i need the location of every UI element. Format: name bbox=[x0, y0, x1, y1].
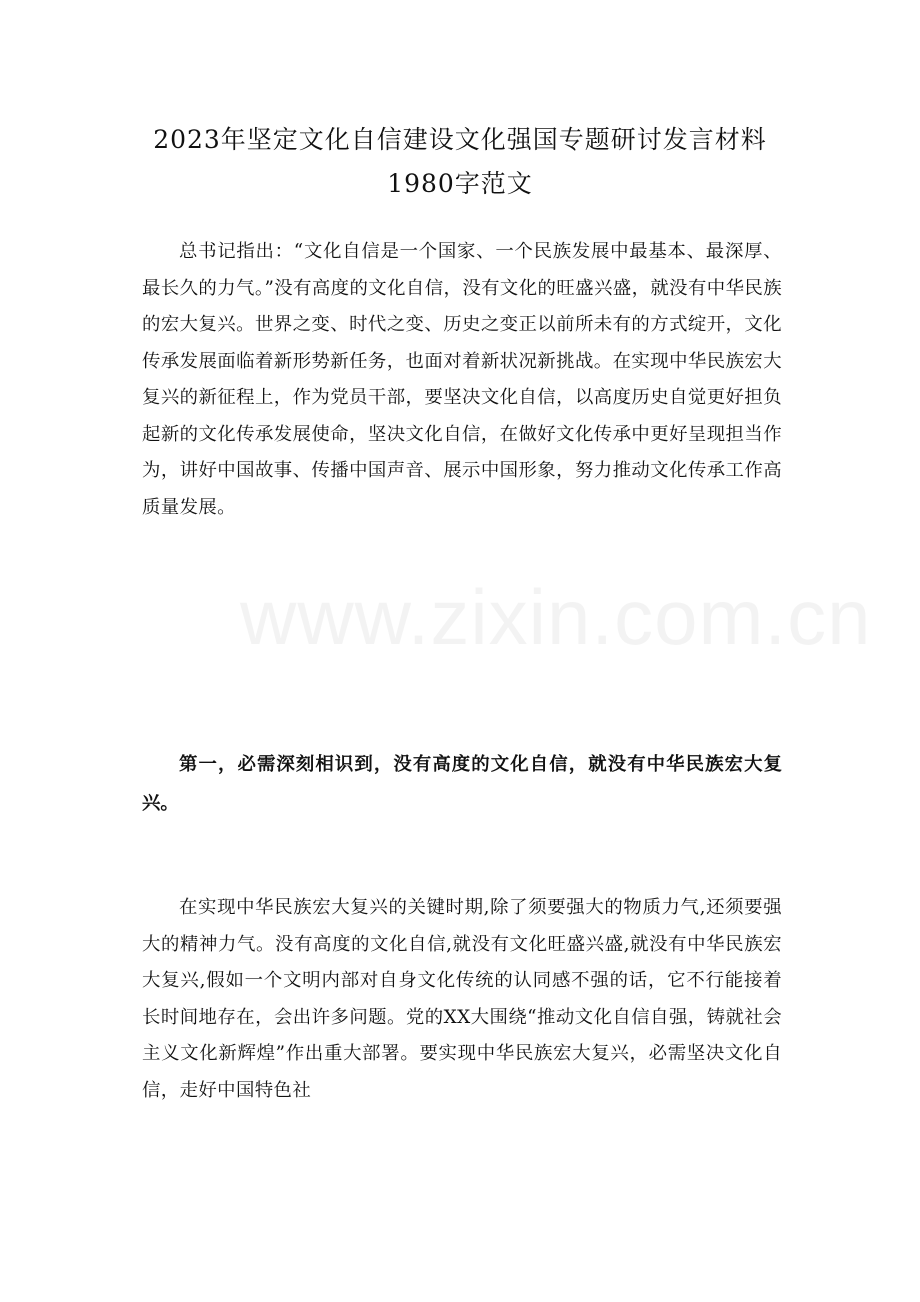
watermark: www.zixin.com.cn bbox=[240, 573, 872, 661]
paragraph-intro: 总书记指出：“文化自信是一个国家、一个民族发展中最基本、最深厚、最长久的力气。”没有高度的文化自信，没有文化的旺盛兴盛，就没有中华民族的宏大复兴。世界之变、时代之变、历史之变正以前所未有的方式绽开，文化传承发展面临着新形势新任务，也面对着新状况新挑战。在实现中华民族宏大复兴的新征程上，作为党员干部，要坚决文化自信，以高度历史自觉更好担负起新的文化传承发展使命，坚决文化自信，在做好文化传承中更好呈现担当作为，讲好中国故事、传播中国声音、展示中国形象，努力推动文化传承工作高质量发展。 bbox=[142, 241, 782, 518]
document-title: 2023年坚定文化自信建设文化强国专题研讨发言材料1980字范文 bbox=[153, 125, 767, 198]
section-heading-1: 第一，必需深刻相识到，没有高度的文化自信，就没有中华民族宏大复兴。 bbox=[142, 754, 782, 814]
paragraph-body: 在实现中华民族宏大复兴的关键时期,除了须要强大的物质力气,还须要强大的精神力气。没有高度的文化自信,就没有文化旺盛兴盛,就没有中华民族宏大复兴,假如一个文明内部对自身文化传统的认同感不强的话，它不行能接着长时间地存在，会出许多问题。党的XX大围绕“推动文化自信自强，铸就社会主义文化新辉煌”作出重大部署。要实现中华民族宏大复兴，必需坚决文化自信，走好中国特色社 bbox=[142, 897, 782, 1101]
